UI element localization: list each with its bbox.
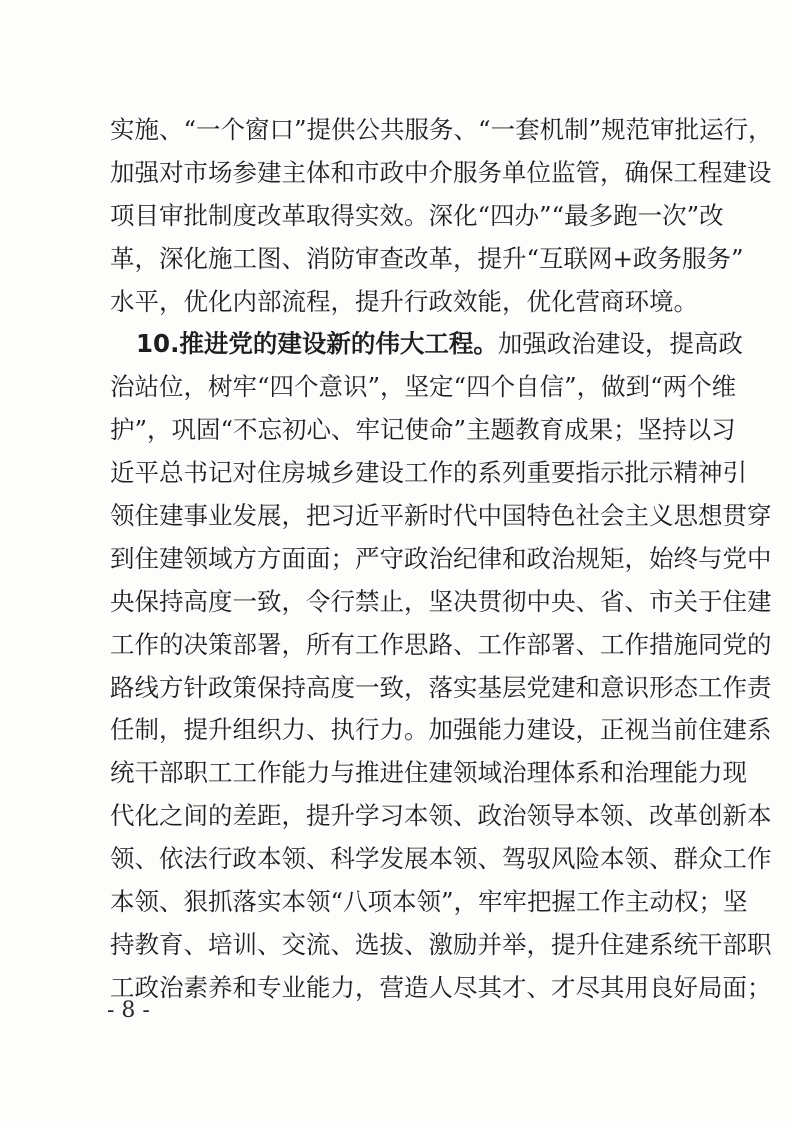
text-line: 治站位，树牢“四个意识”，坚定“四个自信”，做到“两个维 <box>110 372 737 402</box>
paragraph-1 <box>110 109 773 323</box>
text-line: 加强对市场参建主体和市政中介服务单位监管，确保工程建设 <box>110 157 772 187</box>
text-line: 持教育、培训、交流、选拔、激励并举，提升住建系统干部职 <box>110 929 772 959</box>
text-segment: 加强政治建设，提高政 <box>497 329 743 359</box>
text-line: 护”，巩固“不忘初心、牢记使命”主题教育成果；坚持以习 <box>110 415 736 445</box>
section-title: 推进党的建设新的伟大工程。 <box>179 329 498 359</box>
text-line: 近平总书记对住房城乡建设工作的系列重要指示批示精神引 <box>110 458 747 488</box>
paragraph-2 <box>110 323 772 1009</box>
text-line: 任制，提升组织力、执行力。加强能力建设，正视当前住建系 <box>110 715 772 745</box>
text-line: 工作的决策部署，所有工作思路、工作部署、工作措施同党的 <box>110 629 772 659</box>
text-line: 代化之间的差距，提升学习本领、政治领导本领、改革创新本 <box>110 801 772 831</box>
document-body <box>110 109 773 1010</box>
text-line: 本领、狠抓落实本领“八项本领”，牢牢把握工作主动权；坚 <box>110 887 748 917</box>
text-line: 领住建事业发展，把习近平新时代中国特色社会主义思想贯穿 <box>110 501 772 531</box>
text-line: 路线方针政策保持高度一致，落实基层党建和意识形态工作责 <box>110 672 772 702</box>
section-number: 10. <box>136 329 180 359</box>
text-line: 领、依法行政本领、科学发展本领、驾驭风险本领、群众工作 <box>110 844 772 874</box>
text-line: 央保持高度一致，令行禁止，坚决贯彻中央、省、市关于住建 <box>110 586 772 616</box>
text-line: 水平，优化内部流程，提升行政效能，优化营商环境。 <box>110 286 698 316</box>
text-line: 到住建领域方方面面；严守政治纪律和政治规矩，始终与党中 <box>110 543 772 573</box>
text-line: 革，深化施工图、消防审查改革，提升“互联网+政务服务” <box>110 243 744 273</box>
page-number: - 8 - <box>107 998 150 1023</box>
text-line: 工政治素养和专业能力，营造人尽其才、才尽其用良好局面； <box>110 972 772 1002</box>
section-heading-line <box>110 323 743 366</box>
text-line: 实施、“一个窗口”提供公共服务、“一套机制”规范审批运行， <box>110 115 773 144</box>
text-line: 统干部职工工作能力与推进住建领域治理体系和治理能力现 <box>110 758 747 788</box>
text-line: 项目审批制度改革取得实效。深化“四办”“最多跑一次”改 <box>110 200 724 230</box>
